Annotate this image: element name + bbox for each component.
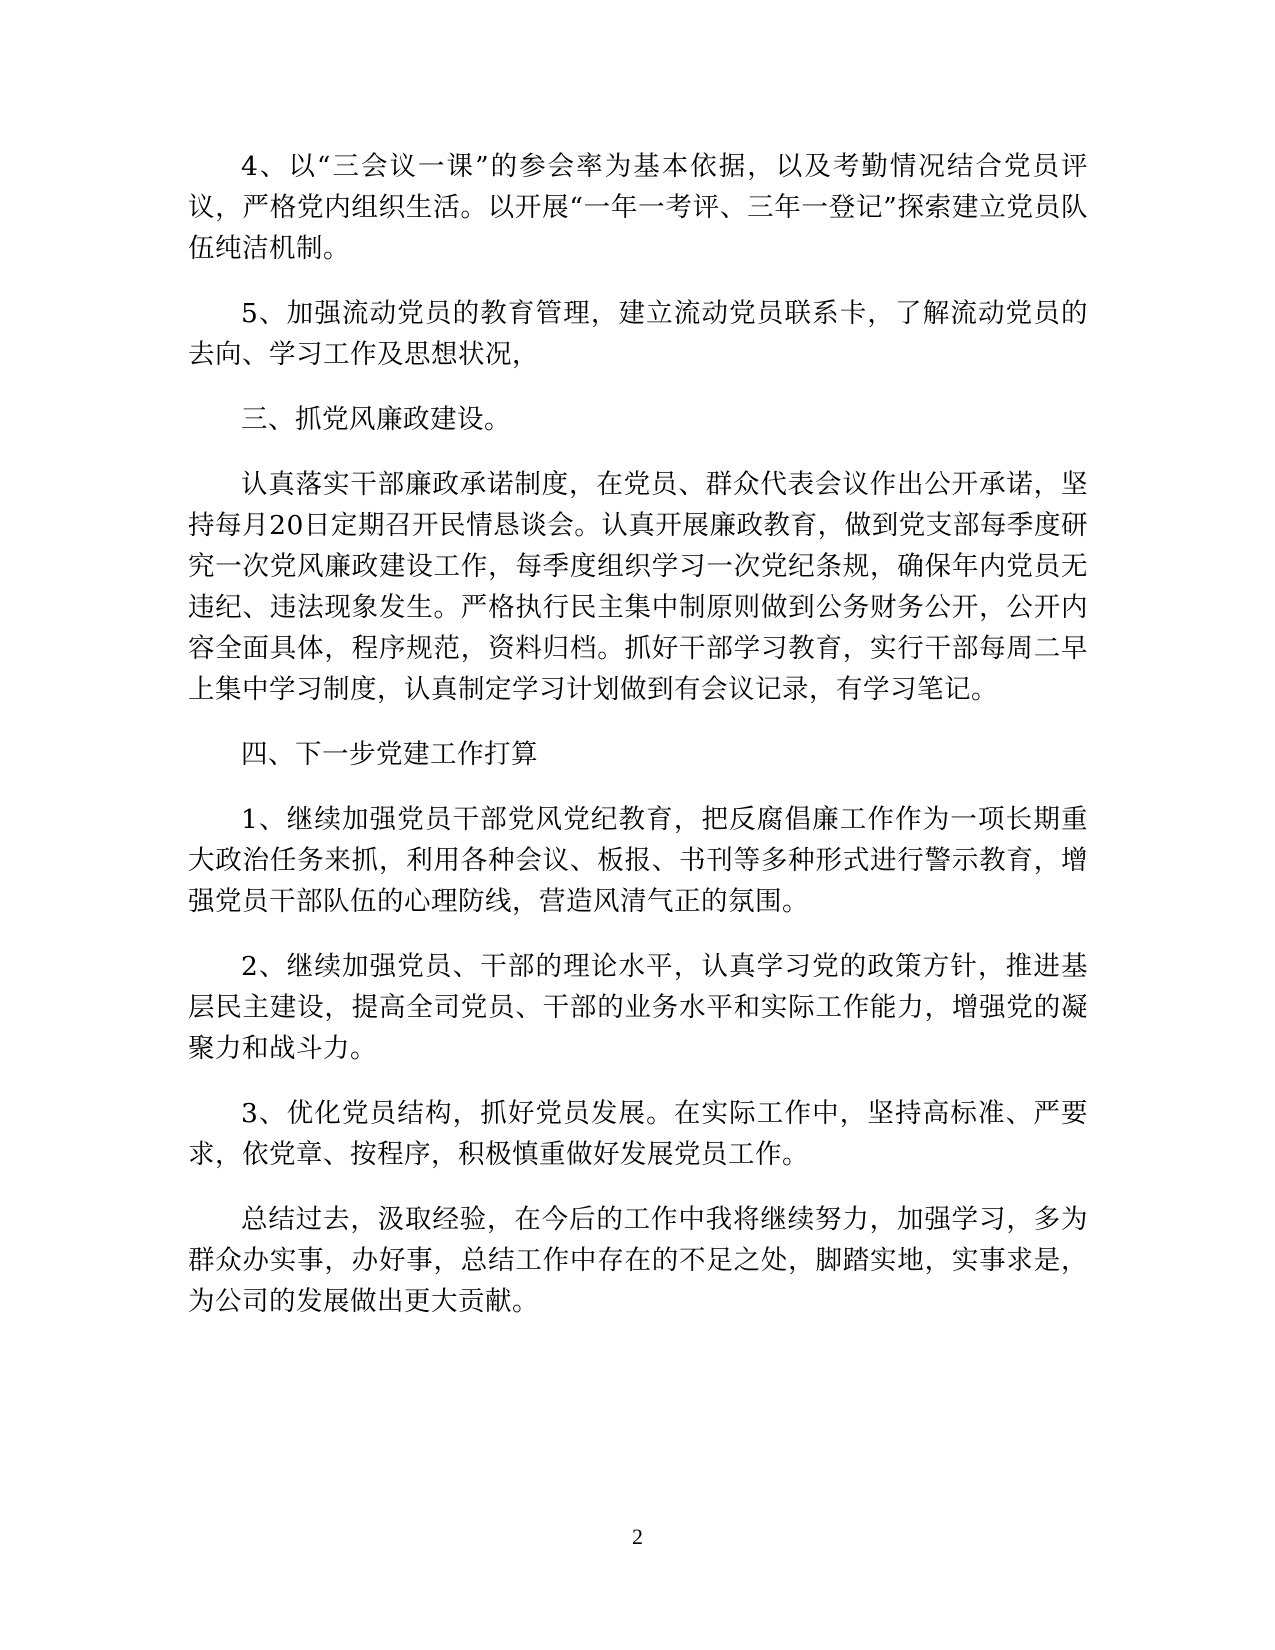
paragraph-item-5: 5、加强流动党员的教育管理，建立流动党员联系卡，了解流动党员的去向、学习工作及思想状况， [188, 298, 1088, 370]
paragraph-item-4: 4、以“三会议一课”的参会率为基本依据，以及考勤情况结合党员评议，严格党内组织生活。以开展“一年一考评、三年一登记”探索建立党员队伍纯洁机制。 [188, 151, 1088, 264]
section-heading-4: 四、下一步党建工作打算 [241, 739, 538, 770]
paragraph-plan-2: 2、继续加强党员、干部的理论水平，认真学习党的政策方针，推进基层民主建设，提高全司党员、干部的业务水平和实际工作能力，增强党的凝聚力和战斗力。 [188, 951, 1088, 1064]
paragraph-plan-3: 3、优化党员结构，抓好党员发展。在实际工作中，坚持高标准、严要求，依党章、按程序，积极慎重做好发展党员工作。 [188, 1098, 1088, 1170]
paragraph-integrity: 认真落实干部廉政承诺制度，在党员、群众代表会议作出公开承诺，坚持每月20日定期召开民情恳谈会。认真开展廉政教育，做到党支部每季度研究一次党风廉政建设工作，每季度组织学习一次党纪条规，确保年内党员无违纪、违法现象发生。严格执行民主集中制原则做到公务财务公开，公开内容全面具体，程序规范，资料归档。抓好干部学习教育，实行干部每周二早上集中学习制度，认真制定学习计划做到有会议记录，有学习笔记。 [188, 469, 1088, 705]
document-body [188, 146, 1088, 1346]
page-number: 2 [632, 1524, 643, 1549]
section-heading-3: 三、抓党风廉政建设。 [241, 404, 511, 435]
paragraph-conclusion: 总结过去，汲取经验，在今后的工作中我将继续努力，加强学习，多为群众办实事，办好事，总结工作中存在的不足之处，脚踏实地，实事求是，为公司的发展做出更大贡献。 [188, 1204, 1088, 1317]
paragraph-plan-1: 1、继续加强党员干部党风党纪教育，把反腐倡廉工作作为一项长期重大政治任务来抓，利用各种会议、板报、书刊等多种形式进行警示教育，增强党员干部队伍的心理防线，营造风清气正的氛围。 [188, 804, 1088, 917]
